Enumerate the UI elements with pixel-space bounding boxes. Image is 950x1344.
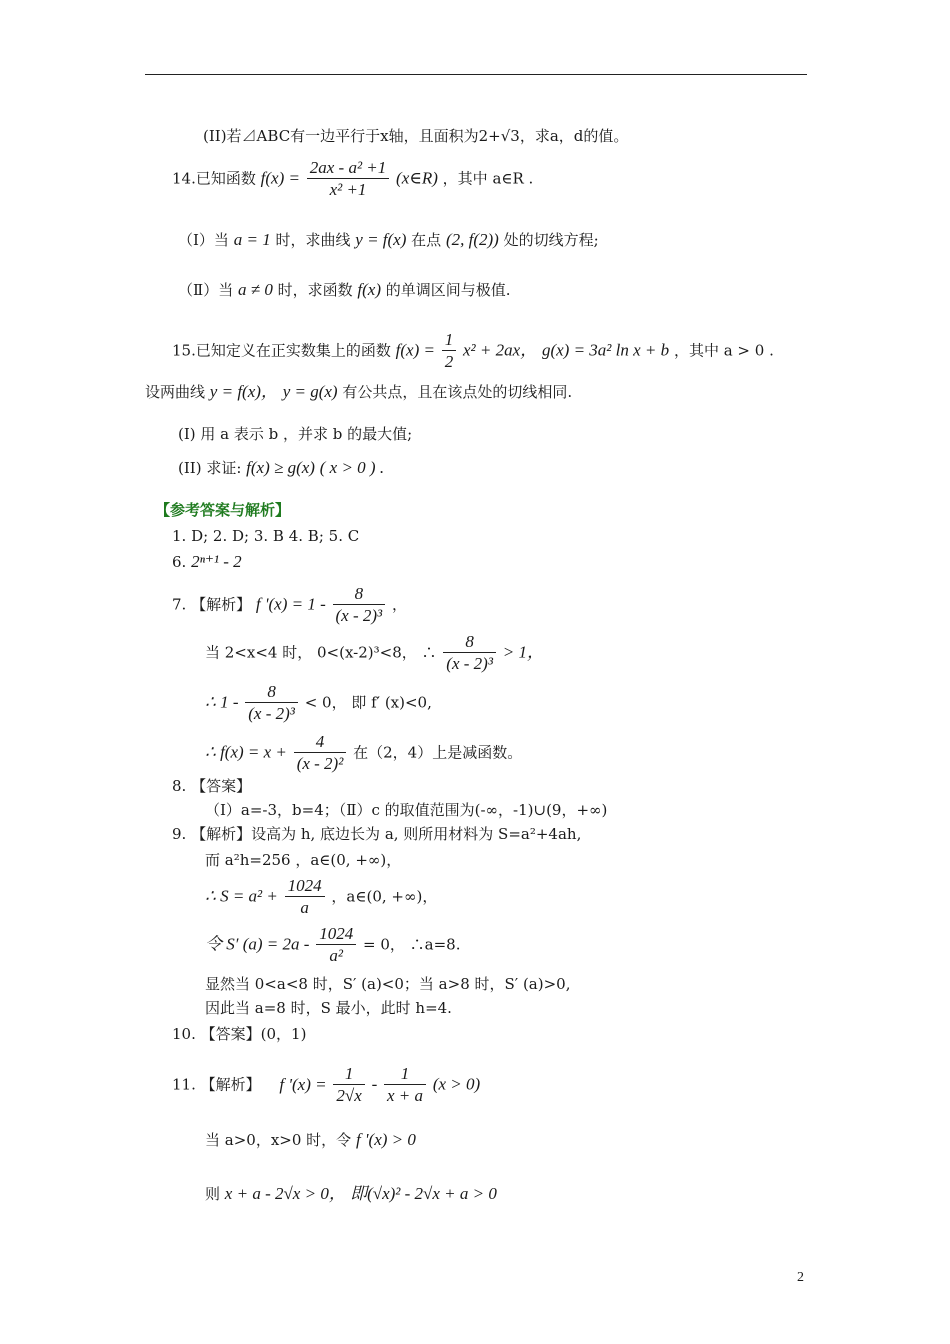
- answer-9-l4-den: a²: [329, 946, 344, 965]
- answer-7-fraction: [333, 584, 386, 627]
- q15-frac-num: 1: [442, 330, 457, 351]
- answer-7-den: (x - 2)³: [335, 606, 383, 625]
- answer-7-l4-tail: 在（2，4）上是减函数。: [353, 743, 523, 762]
- answer-9-line6: 因此当 a=8 时，S 最小，此时 h=4.: [205, 999, 452, 1017]
- answer-7-line4: [205, 732, 522, 775]
- header-rule: [145, 74, 807, 75]
- q14-p1-cond: a = 1: [233, 230, 271, 249]
- q14-p1-text3: 处的切线方程;: [503, 231, 599, 249]
- answer-9-line1: 9. 【解析】设高为 h, 底边长为 a, 则所用材料为 S=a²+4ah,: [172, 825, 582, 843]
- answer-11-minus: -: [371, 1074, 378, 1094]
- answer-7-l2-tail: > 1，: [502, 642, 544, 662]
- answer-7-l4-den: (x - 2)²: [296, 754, 344, 773]
- answer-6-math: 2ⁿ⁺¹ - 2: [191, 552, 242, 571]
- answer-7-l2-fraction: [443, 632, 496, 675]
- answer-11-tail: (x > 0): [432, 1074, 481, 1094]
- q15-curve1: y = f(x)，: [209, 382, 278, 401]
- q14-p2-text1: 时，求函数: [277, 281, 353, 299]
- answer-9-line5: 显然当 0<a<8 时，S′ (a)<0；当 a>8 时，S′ (a)>0,: [205, 975, 571, 993]
- answer-11-num-1: 1: [333, 1064, 364, 1085]
- answer-7-num: 8: [333, 584, 386, 605]
- answer-9-l4-pre: 令 S′ (a) = 2a -: [205, 934, 310, 954]
- q15-p2-label: (II) 求证:: [178, 459, 242, 477]
- q14-p2-func: f(x): [357, 280, 381, 299]
- answer-9-l4-tail: = 0， ∴a=8.: [363, 935, 461, 954]
- answer-10: 10. 【答案】(0，1): [172, 1025, 307, 1043]
- answer-9-l3-tail: ，a∈(0, +∞)，: [331, 887, 438, 906]
- q14-stem-suffix: ，其中 a∈R .: [442, 169, 534, 188]
- answer-6: [172, 552, 242, 572]
- q15-line2: [145, 382, 572, 402]
- answer-7-l2-num: 8: [443, 632, 496, 653]
- q14-part1: [178, 230, 599, 250]
- answer-9-line3: [205, 876, 437, 919]
- answer-7-line2: [205, 632, 544, 675]
- answer-7-l2-text: 当 2<x<4 时， 0<(x-2)³<8， ∴: [205, 643, 437, 662]
- q15-p2-math: f(x) ≥ g(x): [246, 458, 315, 477]
- answer-11-den-2: x + a: [387, 1086, 424, 1105]
- answer-7-tail: ，: [391, 595, 407, 614]
- q15-line2-prefix: 设两曲线: [145, 383, 206, 401]
- answer-11-l2-math: f '(x) > 0: [355, 1130, 416, 1149]
- answer-9-l4-fraction: [316, 924, 356, 967]
- answer-6-label: 6.: [172, 553, 187, 571]
- answer-9-l3-num: 1024: [285, 876, 325, 897]
- q14-p1-point: (2, f(2)): [445, 230, 499, 249]
- answer-9-l4-num: 1024: [316, 924, 356, 945]
- answer-7-l4-pre: ∴ f(x) = x +: [205, 742, 287, 762]
- q14-p1-text2: 在点: [411, 231, 442, 249]
- q15-f-rest: x² + 2ax，: [463, 340, 538, 360]
- q14-p1-curve: y = f(x): [355, 230, 407, 249]
- answer-7-l2-den: (x - 2)³: [446, 654, 493, 673]
- answer-7-l3-fraction: [245, 682, 298, 725]
- answer-9-line4: [205, 924, 460, 967]
- q15-p2-cond: ( x > 0 ) .: [319, 458, 385, 477]
- answer-11-den-1: 2√x: [336, 1086, 362, 1105]
- answer-11-label: 11. 【解析】: [172, 1075, 261, 1094]
- q14-stem-prefix: 14.已知函数: [172, 169, 256, 188]
- answer-9-line2: 而 a²h=256 ，a∈(0, +∞)，: [205, 851, 402, 869]
- answer-11-line3: [205, 1184, 497, 1204]
- q14-p2-cond: a ≠ 0: [237, 280, 273, 299]
- q14-p2-label: （Ⅱ）当: [178, 281, 234, 299]
- q15-frac-den: 2: [444, 352, 454, 371]
- answer-11-l2-text: 当 a>0，x>0 时，令: [205, 1131, 352, 1149]
- answer-11-lhs: f '(x) =: [279, 1074, 327, 1094]
- answer-11-fraction-2: [384, 1064, 426, 1107]
- answer-7-l4-fraction: [294, 732, 347, 775]
- answer-9-l3-pre: ∴ S = a² +: [205, 886, 278, 906]
- q14-domain: (x∈R): [396, 168, 438, 188]
- answer-7-l3-pre: ∴ 1 -: [205, 692, 239, 712]
- q15-stem-suffix: ，其中 a > 0 .: [673, 341, 774, 360]
- answer-11-fraction-1: [333, 1064, 364, 1107]
- answer-7-label: 7. 【解析】: [172, 595, 252, 614]
- answer-11-l3-math: x + a - 2√x > 0， 即(√x)² - 2√x + a > 0: [224, 1184, 497, 1203]
- answer-11-line1: [172, 1064, 480, 1107]
- answer-9-l3-den: a: [300, 898, 309, 917]
- answer-7-l3-num: 8: [245, 682, 298, 703]
- q14-part2: [178, 280, 511, 300]
- q15-part1: (I) 用 a 表示 b ，并求 b 的最大值;: [178, 425, 413, 443]
- q15-stem-prefix: 15.已知定义在正实数集上的函数: [172, 341, 391, 360]
- answer-7-l3-den: (x - 2)³: [248, 704, 295, 723]
- q14-fraction: [307, 158, 390, 201]
- q15-curve2: y = g(x): [282, 382, 338, 401]
- answer-11-l3-text: 则: [205, 1185, 221, 1203]
- q15-stem: [172, 330, 774, 373]
- q14-frac-num: 2ax - a² +1: [307, 158, 390, 179]
- answer-8-label: 8. 【答案】: [172, 777, 252, 795]
- answer-7-l4-num: 4: [294, 732, 347, 753]
- answer-8-text: （Ⅰ）a=-3，b=4；（Ⅱ）c 的取值范围为(-∞，-1)∪(9，+∞): [205, 801, 608, 819]
- q15-part2: [178, 458, 384, 478]
- q14-frac-den: x² +1: [329, 180, 367, 199]
- answer-11-num-2: 1: [384, 1064, 426, 1085]
- q15-line2-suffix: 有公共点，且在该点处的切线相同.: [342, 383, 573, 401]
- q14-p1-label: （Ⅰ）当: [178, 231, 229, 249]
- q15-g-def: g(x) = 3a² ln x + b: [541, 340, 670, 360]
- answers-1-5: 1. D; 2. D; 3. B 4. B; 5. C: [172, 527, 360, 545]
- answer-7-line1: [172, 584, 407, 627]
- q14-p2-text2: 的单调区间与极值.: [385, 281, 511, 299]
- answer-7-lhs: f '(x) = 1 -: [255, 594, 326, 614]
- answer-9-l3-fraction: [285, 876, 325, 919]
- answer-7-line3: [205, 682, 432, 725]
- answer-11-line2: [205, 1130, 416, 1150]
- q14-f-lhs: f(x) =: [260, 168, 300, 188]
- q15-fraction: [442, 330, 457, 373]
- answer-7-l3-tail: < 0， 即 f′ (x)<0,: [304, 693, 432, 712]
- q13-part2: (II)若⊿ABC有一边平行于x轴，且面积为2+√3，求a，d的值。: [203, 127, 629, 145]
- page-number: 2: [797, 1270, 804, 1285]
- q14-stem: [172, 158, 533, 201]
- answers-heading: 【参考答案与解析】: [155, 501, 291, 519]
- q14-p1-text1: 时，求曲线: [275, 231, 351, 249]
- q15-f-lhs: f(x) =: [395, 340, 435, 360]
